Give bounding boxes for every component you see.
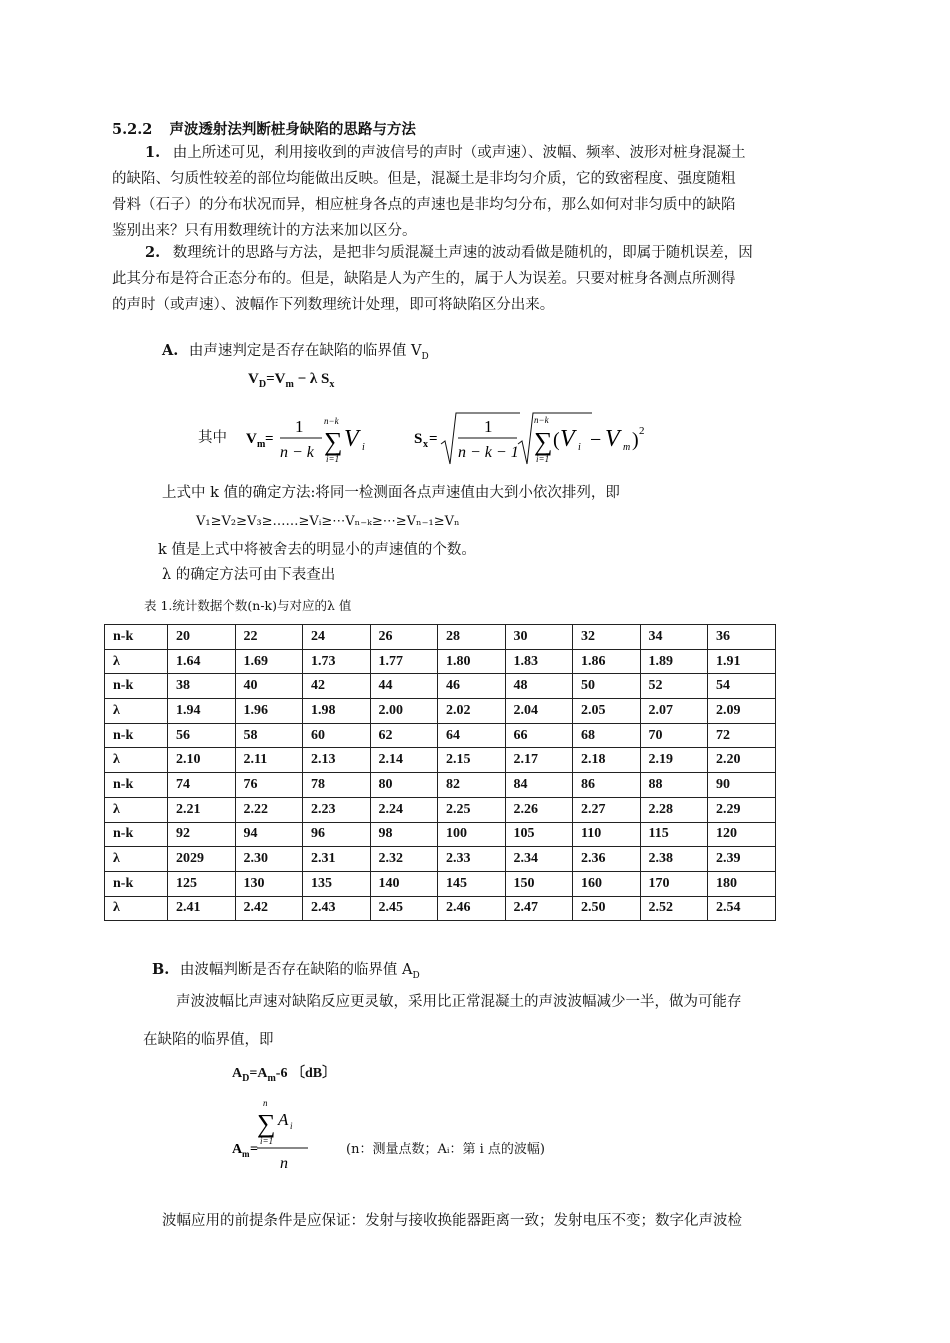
am-formula-note: (n：测量点数；Aᵢ：第 i 点的波幅)	[346, 1142, 545, 1157]
table-cell: 94	[235, 822, 303, 847]
svg-text:A: A	[232, 1142, 243, 1157]
svg-text:1: 1	[484, 417, 493, 436]
table-cell: 1.94	[168, 699, 236, 724]
part-b-last-line: 波幅应用的前提条件是应保证：发射与接收换能器距离一致；发射电压不变；数字化声波检	[162, 1213, 742, 1229]
table-row-label: λ	[105, 896, 168, 921]
table-row	[105, 896, 776, 921]
table-cell: 38	[168, 674, 236, 699]
table-cell: 90	[708, 773, 776, 798]
table-cell: 2.18	[573, 748, 641, 773]
table-cell: 84	[505, 773, 573, 798]
table-row-label: n-k	[105, 773, 168, 798]
table-cell: 52	[640, 674, 708, 699]
table-cell: 24	[303, 625, 371, 650]
table-cell: 180	[708, 871, 776, 896]
table-cell: 1.89	[640, 649, 708, 674]
table-cell: 2.45	[370, 896, 438, 921]
table-row-label: λ	[105, 649, 168, 674]
table-cell: 105	[505, 822, 573, 847]
table-cell: 2.54	[708, 896, 776, 921]
svg-text:x: x	[423, 439, 428, 450]
table-cell: 1.86	[573, 649, 641, 674]
part-b-sub: D	[412, 970, 420, 981]
table-row-label: λ	[105, 797, 168, 822]
vm-formula	[244, 410, 384, 470]
table-cell: 140	[370, 871, 438, 896]
table-cell: 60	[303, 723, 371, 748]
table-cell: 2.29	[708, 797, 776, 822]
table-cell: 2.46	[438, 896, 506, 921]
where-label: 其中	[198, 430, 227, 446]
table-cell: 2.13	[303, 748, 371, 773]
paragraph-1-line: 由上所述可见，利用接收到的声波信号的声时（或声速）、波幅、频率、波形对桩身混凝土	[172, 145, 746, 161]
table-row	[105, 748, 776, 773]
table-cell: 68	[573, 723, 641, 748]
svg-text:n−k: n−k	[534, 415, 549, 425]
svg-text:i: i	[362, 442, 365, 453]
paragraph-1-line: 鉴别出来？只有用数理统计的方法来加以区分。	[112, 223, 417, 239]
table-cell: 2.21	[168, 797, 236, 822]
table-cell: 2.33	[438, 847, 506, 872]
table-cell: 2.28	[640, 797, 708, 822]
table-cell: 2.36	[573, 847, 641, 872]
table-cell: 26	[370, 625, 438, 650]
svg-text:∑: ∑	[534, 427, 553, 456]
table-cell: 1.98	[303, 699, 371, 724]
table-cell: 80	[370, 773, 438, 798]
paragraph-2-line: 此其分布是符合正态分布的。但是，缺陷是人为产生的，属于人为误差。只要对桩身各测点所测得	[112, 271, 736, 287]
table-cell: 130	[235, 871, 303, 896]
section-title: 声波透射法判断桩身缺陷的思路与方法	[169, 121, 416, 138]
vd-formula: $V_D=V_m - \lambda$ $S_x$	[248, 371, 335, 390]
part-b-label: B.	[152, 961, 170, 978]
table-cell: 76	[235, 773, 303, 798]
part-b-line-1: 声波波幅比声速对缺陷反应更灵敏，采用比正常混凝土的声波波幅减少一半，做为可能存	[176, 994, 742, 1010]
svg-text:V: V	[246, 431, 257, 447]
table-cell: 50	[573, 674, 641, 699]
table-cell: 2.31	[303, 847, 371, 872]
table-cell: 42	[303, 674, 371, 699]
svg-text:2: 2	[639, 425, 645, 437]
table-cell: 22	[235, 625, 303, 650]
table-cell: 115	[640, 822, 708, 847]
paragraph-2-line: 的声时（或声速）、波幅作下列数理统计处理，即可将缺陷区分出来。	[112, 297, 555, 313]
table-row-label: n-k	[105, 723, 168, 748]
table-cell: 28	[438, 625, 506, 650]
table-row	[105, 625, 776, 650]
table-row	[105, 723, 776, 748]
table-cell: 2.24	[370, 797, 438, 822]
table-cell: 2.04	[505, 699, 573, 724]
ad-formula: $A_D=A_m-6$ 〔dB〕	[232, 1066, 337, 1084]
table-cell: 74	[168, 773, 236, 798]
table-cell: 96	[303, 822, 371, 847]
part-a-text: 由声速判定是否存在缺陷的临界值 V	[188, 343, 422, 359]
svg-text:=: =	[250, 1142, 258, 1157]
table-cell: 1.83	[505, 649, 573, 674]
svg-text:=: =	[265, 431, 274, 447]
table-cell: 2.02	[438, 699, 506, 724]
table-cell: 2.38	[640, 847, 708, 872]
table-cell: 2.05	[573, 699, 641, 724]
svg-text:): )	[632, 429, 639, 451]
table-cell: 110	[573, 822, 641, 847]
paragraph-1-line: 的缺陷、匀质性较差的部位均能做出反映。但是，混凝土是非均匀介质，它的致密程度、强度随粗	[112, 171, 736, 187]
part-b-heading	[152, 957, 420, 989]
table-cell: 1.69	[235, 649, 303, 674]
table-row	[105, 699, 776, 724]
table-cell: 2.09	[708, 699, 776, 724]
table-cell: 150	[505, 871, 573, 896]
table-row	[105, 674, 776, 699]
table-cell: 2.32	[370, 847, 438, 872]
table-row-label: λ	[105, 748, 168, 773]
table-cell: 2.22	[235, 797, 303, 822]
part-a-label: A.	[162, 342, 179, 359]
table-cell: 36	[708, 625, 776, 650]
section-number: 5.2.2	[112, 121, 153, 138]
svg-text:n−k: n−k	[324, 416, 339, 426]
table-row-label: λ	[105, 699, 168, 724]
table-cell: 2.19	[640, 748, 708, 773]
table-cell: 34	[640, 625, 708, 650]
table-cell: 160	[573, 871, 641, 896]
table-cell: 98	[370, 822, 438, 847]
table-row-label: n-k	[105, 822, 168, 847]
svg-text:A: A	[278, 1110, 289, 1129]
table-cell: 2.34	[505, 847, 573, 872]
svg-text:V: V	[560, 426, 575, 452]
paragraph-1	[112, 140, 746, 244]
table-cell: 58	[235, 723, 303, 748]
table-cell: 20	[168, 625, 236, 650]
table-row	[105, 871, 776, 896]
table-cell: 2.10	[168, 748, 236, 773]
table-caption: 表 1.统计数据个数(n-k)与对应的λ 值	[144, 598, 352, 613]
table-cell: 32	[573, 625, 641, 650]
part-b-line-2: 在缺陷的临界值，即	[143, 1032, 274, 1048]
table-cell: 88	[640, 773, 708, 798]
table-cell: 2.39	[708, 847, 776, 872]
lambda-table	[104, 624, 776, 921]
table-cell: 2.17	[505, 748, 573, 773]
table-cell: 46	[438, 674, 506, 699]
table-cell: 2.00	[370, 699, 438, 724]
table-cell: 145	[438, 871, 506, 896]
part-a-heading	[162, 338, 429, 370]
table-cell: 2.23	[303, 797, 371, 822]
svg-text:V: V	[344, 426, 359, 452]
svg-text:i=1: i=1	[260, 1136, 274, 1146]
table-row	[105, 797, 776, 822]
sx-formula	[412, 408, 672, 470]
table-cell: 2.47	[505, 896, 573, 921]
svg-text:m: m	[623, 442, 631, 453]
table-cell: 2.07	[640, 699, 708, 724]
table-row-label: n-k	[105, 871, 168, 896]
part-b-text: 由波幅判断是否存在缺陷的临界值 A	[179, 962, 413, 978]
speed-order-sequence: V₁≥V₂≥V₃≥……≥Vᵢ≥⋯Vₙ₋ₖ≥⋯≥Vₙ₋₁≥Vₙ	[196, 514, 460, 529]
lambda-definition-text: λ 的确定方法可由下表查出	[162, 567, 336, 583]
svg-text:n: n	[263, 1098, 268, 1108]
paragraph-2	[112, 240, 753, 318]
am-formula	[230, 1092, 330, 1172]
table-cell: 48	[505, 674, 573, 699]
svg-text:i: i	[578, 442, 581, 453]
svg-text:n − k: n − k	[280, 444, 314, 461]
svg-text:−: −	[590, 429, 602, 451]
table-cell: 2.50	[573, 896, 641, 921]
table-cell: 70	[640, 723, 708, 748]
table-row-label: n-k	[105, 674, 168, 699]
svg-text:n − k − 1: n − k − 1	[458, 444, 519, 461]
section-heading	[112, 118, 416, 139]
table-row-label: n-k	[105, 625, 168, 650]
k-method-text: 上式中 k 值的确定方法:将同一检测面各点声速值由大到小依次排列，即	[162, 485, 620, 501]
table-cell: 1.73	[303, 649, 371, 674]
table-cell: 82	[438, 773, 506, 798]
table-cell: 2.30	[235, 847, 303, 872]
paragraph-1-number: 1.	[145, 144, 161, 161]
paragraph-1-line: 骨料（石子）的分布状况而异，相应桩身各点的声速也是非均匀分布，那么如何对非匀质中的缺陷	[112, 197, 736, 213]
table-cell: 135	[303, 871, 371, 896]
table-cell: 72	[708, 723, 776, 748]
table-row-label: λ	[105, 847, 168, 872]
paragraph-2-line: 数理统计的思路与方法，是把非匀质混凝土声速的波动看做是随机的，即属于随机误差，因	[172, 245, 753, 261]
paragraph-2-number: 2.	[145, 244, 161, 261]
svg-text:(: (	[553, 429, 560, 451]
svg-text:m: m	[242, 1149, 250, 1159]
table-row	[105, 773, 776, 798]
table-cell: 62	[370, 723, 438, 748]
table-cell: 2.27	[573, 797, 641, 822]
table-cell: 170	[640, 871, 708, 896]
table-cell: 2.41	[168, 896, 236, 921]
table-cell: 2.15	[438, 748, 506, 773]
table-cell: 2.11	[235, 748, 303, 773]
svg-text:n: n	[280, 1155, 288, 1172]
table-cell: 1.64	[168, 649, 236, 674]
table-cell: 2.25	[438, 797, 506, 822]
table-cell: 2029	[168, 847, 236, 872]
table-cell: 86	[573, 773, 641, 798]
table-cell: 2.43	[303, 896, 371, 921]
table-cell: 125	[168, 871, 236, 896]
svg-text:S: S	[414, 431, 423, 447]
svg-text:1: 1	[295, 417, 304, 436]
table-cell: 1.77	[370, 649, 438, 674]
table-cell: 2.14	[370, 748, 438, 773]
table-cell: 66	[505, 723, 573, 748]
table-cell: 92	[168, 822, 236, 847]
svg-text:=: =	[429, 431, 438, 447]
svg-text:i=1: i=1	[326, 454, 340, 464]
part-a-sub: D	[421, 351, 429, 362]
k-definition-text: k 值是上式中将被舍去的明显小的声速值的个数。	[158, 542, 476, 558]
svg-text:i=1: i=1	[536, 454, 550, 464]
table-cell: 2.20	[708, 748, 776, 773]
table-cell: 1.91	[708, 649, 776, 674]
table-cell: 78	[303, 773, 371, 798]
table-cell: 64	[438, 723, 506, 748]
table-cell: 2.26	[505, 797, 573, 822]
table-cell: 120	[708, 822, 776, 847]
table-cell: 54	[708, 674, 776, 699]
table-row	[105, 649, 776, 674]
table-cell: 44	[370, 674, 438, 699]
table-row	[105, 847, 776, 872]
table-row	[105, 822, 776, 847]
svg-text:∑: ∑	[324, 427, 343, 456]
table-cell: 40	[235, 674, 303, 699]
svg-text:m: m	[257, 439, 266, 450]
svg-text:i: i	[290, 1121, 293, 1131]
table-cell: 2.52	[640, 896, 708, 921]
svg-text:V: V	[605, 426, 620, 452]
table-cell: 56	[168, 723, 236, 748]
svg-text:∑: ∑	[257, 1109, 276, 1138]
table-cell: 1.80	[438, 649, 506, 674]
table-cell: 100	[438, 822, 506, 847]
table-cell: 2.42	[235, 896, 303, 921]
table-cell: 1.96	[235, 699, 303, 724]
table-cell: 30	[505, 625, 573, 650]
